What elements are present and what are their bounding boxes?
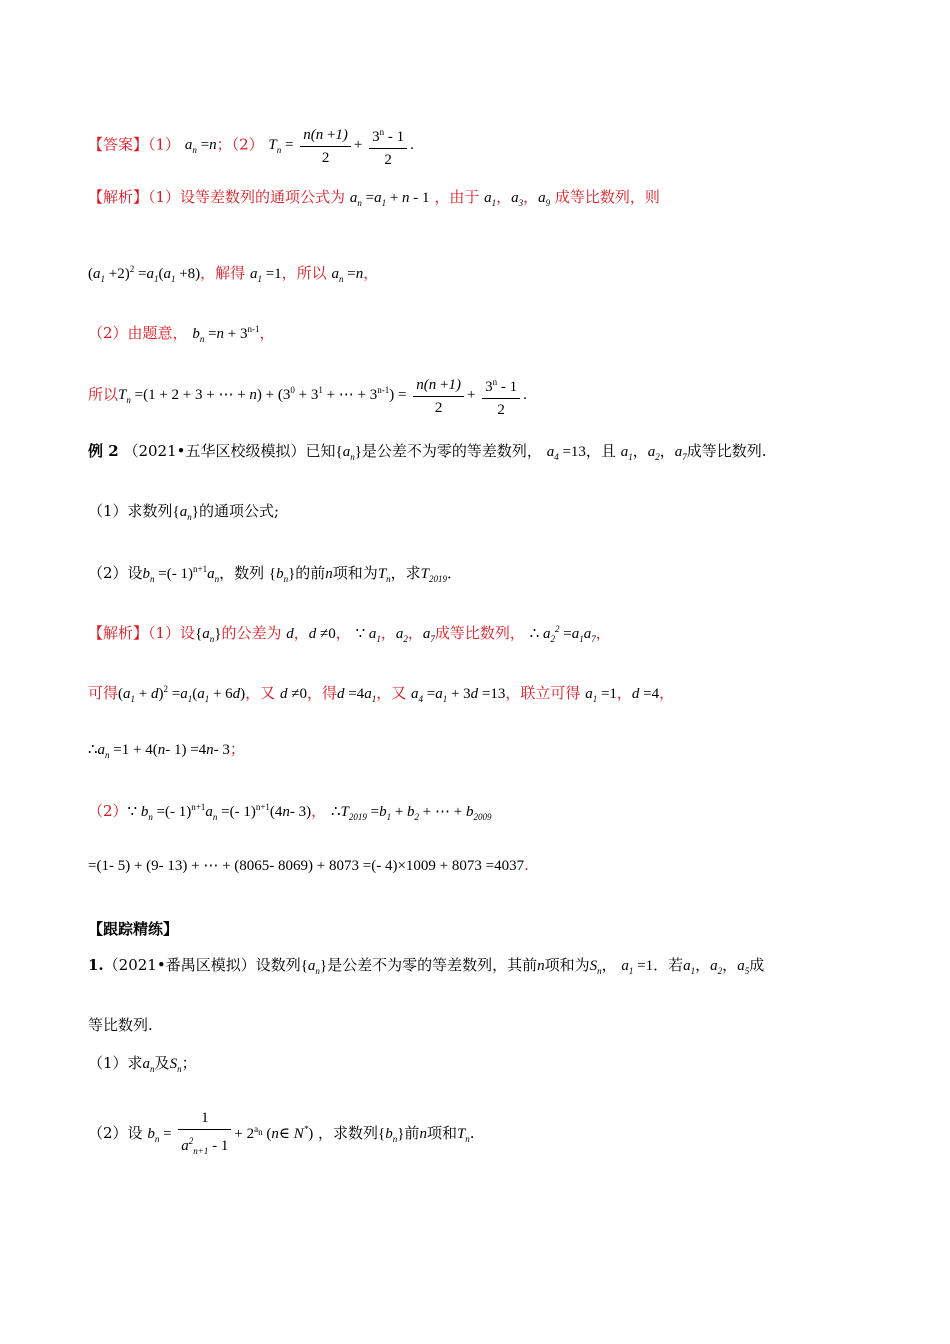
practice-heading: 【跟踪精练】 xyxy=(88,920,179,938)
practice-item1-cont: 等比数列. xyxy=(88,1016,153,1034)
analysis2-line5: =(1- 5) + (9- 13) + ⋯ + (8065- 8069) + 8073 =(- 4)×1009 + 8073 =4037. xyxy=(88,856,529,874)
formula-tn-sum: $T_n =(1 + 2 + 3$ + ⋯ + $n) + (3^0 + 3^1$ + ⋯ + $3^{n-1}$) = $\frac{n(n +1)}{2}$ + $\frac{3^n - 1}{2}$ . xyxy=(118,387,527,403)
formula-bn: $b_n =n + 3^{n-1}$ xyxy=(192,324,260,344)
practice-q2: （2）设 $b_n$ = $\frac{1}{a^2_{n+1} - 1}$ + $2^{a_n}$ (n∈ N*) ，求数列$\{b_n\}$前n项和$T_n$. xyxy=(88,1110,475,1156)
analysis2-line2: 可得$(a_1 + d)^2 =a_1(a_1 + 6d)$，又 d ≠0，得$d =4a_1$，又 $a_4 =a_1 + 3d =13$，联立可得 $a_1 =1$，d =4， xyxy=(88,684,675,704)
analysis2-line4: （2）∵ $b_n$ =(- $1)^{n+1}a_n$ =(- 1)$^{n+1}$(4n- 3)， $\therefore T_{2019} =b_1 + b_2$ + ⋯ + $b_{2009}$ xyxy=(88,802,492,822)
practice-q1: （1）求$a_n$及$S_n$； xyxy=(88,1054,197,1074)
analysis-tag: 【解析】 xyxy=(88,188,149,206)
example2-q2: （2）设$b_n$ =(- $1)^{n+1}a_n$，数列 $\{b_n\}$的前n项和为$T_n$，求$T_{2019}$． xyxy=(88,564,463,584)
formula-equation: $(a_1 +2)^2 =a_1(a_1 +8)$ xyxy=(88,264,201,284)
example2-q1: （1）求数列$\{a_n\}$的通项公式; xyxy=(88,502,280,522)
answer-tag: 【答案】 xyxy=(88,135,149,154)
analysis1-line1: 【解析】（1）设等差数列的通项公式为 $a_n =a_1 + n - 1$ ，由于 $a_1$，$a_3$，$a_9$ 成等比数列，则 xyxy=(88,188,660,208)
practice-item1: 1.（2021•番禺区模拟）设数列$\{a_n\}$是公差不为零的等差数列，其前n项和为$S_n$， $a_1 =1$．若$a_1$，$a_2$，$a_5$成 xyxy=(88,956,765,976)
formula-general-term: $a_n =a_1 + n - 1$ xyxy=(349,190,430,208)
example-label: 例 2 xyxy=(88,442,119,460)
example2-intro: 例 2 （2021•五华区校级模拟）已知$\{a_n\}$是公差不为零的等差数列， $a_4 =13$，且 $a_1$，$a_2$，$a_7$成等比数列. xyxy=(88,442,767,462)
analysis1-line4: 所以$T_n =(1 + 2 + 3$ + ⋯ + $n) + (3^0 + 3^1$ + ⋯ + $3^{n-1}$) = $\frac{n(n +1)}{2}$ + $\frac{3^n - 1}{2}$ . xyxy=(88,372,527,420)
analysis2-line1: 【解析】（1）设$\{a_n\}$的公差为 d，d ≠0， ∵ $a_1$，$a_2$，$a_7$成等比数列， ∴ $a_2^2 =a_1a_7$， xyxy=(88,624,611,644)
formula-an: $a_n =n$ xyxy=(184,137,217,156)
analysis2-line3: $\therefore a_n =1 + 4(n-$ 1) =4n- 3； xyxy=(88,740,245,760)
answer-line: 【答案】（1） $a_n =n$；（2） $T_n$ = $\frac{n(n +1)}{2}$ + $\frac{3^n - 1}{2}$ . xyxy=(88,122,414,170)
formula-tn: $T_n$ = $\frac{n(n +1)}{2}$ + $\frac{3^n - 1}{2}$ . xyxy=(268,137,414,153)
analysis1-line2: $(a_1 +2)^2 =a_1(a_1 +8)$，解得 $a_1 =1$，所以 $a_n =n$， xyxy=(88,264,379,284)
analysis1-line3: （2）由题意， $b_n =n + 3^{n-1}$， xyxy=(88,324,275,344)
